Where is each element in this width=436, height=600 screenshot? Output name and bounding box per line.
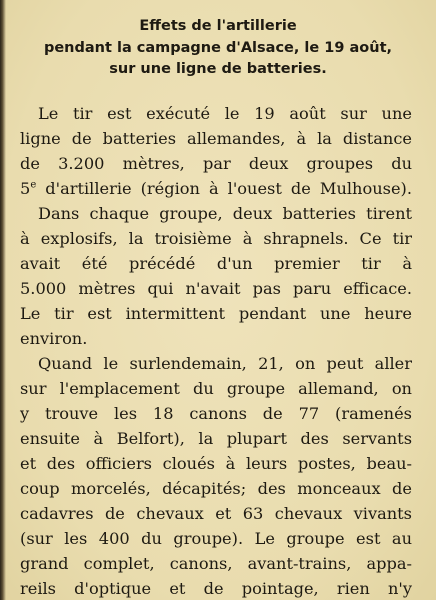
text-line: environ. xyxy=(20,329,88,348)
text-line: 5.000 mètres qui n'avait pas paru efficace. xyxy=(20,279,412,298)
heading-line-2: pendant la campagne d'Alsace, le 19 août, xyxy=(43,40,393,56)
text-line: avait été précédé d'un premier tir à xyxy=(20,254,412,273)
text-line: Quand le surlendemain, 21, on peut aller xyxy=(38,354,412,373)
ordinal-suffix: e xyxy=(30,179,37,191)
text-line: coup morcelés, décapités; des monceaux de xyxy=(20,479,412,498)
text-line: à explosifs, la troisième à shrapnels. Ce tir xyxy=(20,229,412,248)
text-line: ligne de batteries allemandes, à la distance xyxy=(20,129,412,148)
text-line: Le tir est exécuté le 19 août sur une xyxy=(38,104,412,123)
text-line: de 3.200 mètres, par deux groupes du xyxy=(20,154,412,173)
text-line xyxy=(20,178,412,200)
text-line: ensuite à Belfort), la plupart des servants xyxy=(20,429,412,448)
text-line: y trouve les 18 canons de 77 (ramenés xyxy=(20,404,412,423)
text-line: Le tir est intermittent pendant une heure xyxy=(20,304,412,323)
text-line: sur l'emplacement du groupe allemand, on xyxy=(20,379,412,398)
text-line: reils d'optique et de pointage, rien n'y xyxy=(20,579,412,598)
text-segment: d'artillerie (région à l'ouest de Mulhouse). xyxy=(36,179,412,198)
text-line: cadavres de chevaux et 63 chevaux vivants xyxy=(20,504,412,523)
text-line: (sur les 400 du groupe). Le groupe est au xyxy=(20,529,412,548)
heading-line-3: sur une ligne de batteries. xyxy=(109,61,327,77)
ordinal-number: 5 xyxy=(20,179,31,198)
text-line: grand complet, canons, avant-trains, appa- xyxy=(20,554,412,573)
text-line: et des officiers cloués à leurs postes, beau- xyxy=(20,454,412,473)
page-edge-shadow xyxy=(0,0,6,600)
heading-line-1: Effets de l'artillerie xyxy=(139,18,297,34)
text-line: Dans chaque groupe, deux batteries tirent xyxy=(38,204,412,223)
